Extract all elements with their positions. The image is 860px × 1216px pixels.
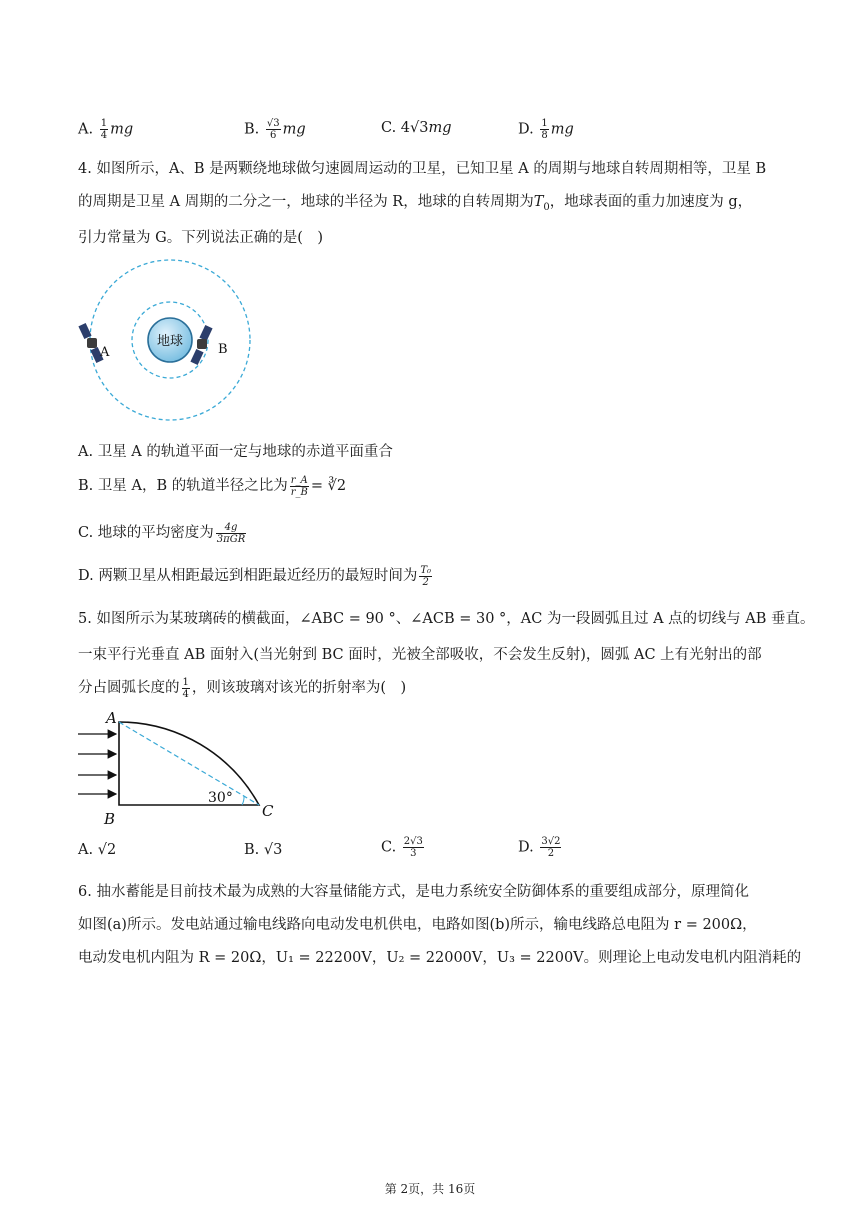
q3-option-c: C. 4√3mg: [381, 120, 452, 136]
q5-option-d: D. $\frac{3√2}{2}$: [518, 836, 561, 859]
earth-label: 地球: [156, 334, 184, 349]
point-c-label: C: [262, 802, 274, 820]
angle-label: 30°: [208, 790, 233, 806]
q6-stem-line1: 6. 抽水蓄能是目前技术最为成熟的大容量储能方式，是电力系统安全防御体系的重要组成部分，原理简化: [78, 884, 749, 900]
chord-ac: [119, 722, 259, 805]
incident-rays: [78, 734, 116, 794]
q3-option-a: A. $\frac{1}{4}$ mg: [78, 118, 134, 141]
glass-figure: [74, 708, 284, 826]
orbit-figure: [78, 256, 258, 426]
q5-stem-line2: 一束平行光垂直 AB 面射入(当光射到 BC 面时，光被全部吸收，不会发生反射)，圆弧 AC 上有光射出的部: [78, 647, 762, 663]
q5-option-b: B. √3: [244, 842, 283, 858]
q5-stem-line1: 5. 如图所示为某玻璃砖的横截面，∠ABC = 90 °、∠ACB = 30 °，AC 为一段圆弧且过 A 点的切线与 AB 垂直。: [78, 611, 815, 627]
q4-stem-line1: 4. 如图所示，A、B 是两颗绕地球做匀速圆周运动的卫星，已知卫星 A 的周期与地球自转周期相等，卫星 B: [78, 161, 767, 177]
q5-option-a: A. √2: [78, 842, 117, 858]
q4-option-a: A. 卫星 A 的轨道平面一定与地球的赤道平面重合: [78, 444, 393, 460]
q5-option-c: C. $\frac{2√3}{3}$: [381, 836, 423, 859]
satellite-a-label: A: [100, 345, 110, 360]
q3-option-b: B. $\frac{√3}{6}$ mg: [244, 118, 306, 141]
point-a-label: A: [106, 709, 117, 727]
q4-option-c: C. 地球的平均密度为 $\frac{4g}{\text{3πGR}}$: [78, 521, 246, 545]
q4-option-d: D. 两颗卫星从相距最远到相距最近经历的最短时间为 $\frac{\text{T₀}}{2}$: [78, 564, 432, 588]
q4-option-b: B. 卫星 A，B 的轨道半径之比为 $\frac{r\_A}{r\_B}$ = ∛2: [78, 474, 347, 498]
q5-stem-line3: 分占圆弧长度的 $\frac{1}{4}$ ，则该玻璃对该光的折射率为( ): [78, 676, 407, 700]
q4-stem-line2: 的周期是卫星 A 周期的二分之一，地球的半径为 R，地球的自转周期为$T_0$，地球表面的重力加速度为 g，: [78, 194, 753, 213]
q6-stem-line2: 如图(a)所示。发电站通过输电线路向电动发电机供电，电路如图(b)所示，输电线路总电阻为 r = 200Ω，: [78, 917, 757, 933]
q4-stem-line3: 引力常量为 G。下列说法正确的是( ): [78, 230, 324, 246]
angle-arc: [242, 796, 244, 805]
q6-stem-line3: 电动发电机内阻为 R = 20Ω，U₁ = 22200V，U₂ = 22000V，U₃ = 2200V。则理论上电动发电机内阻消耗的: [78, 950, 802, 966]
satellite-b-label: B: [218, 342, 228, 357]
page-footer: 第 2页，共 16页: [384, 1182, 476, 1196]
q3-option-d: D. $\frac{1}{8}$ mg: [518, 118, 574, 141]
point-b-label: B: [104, 810, 116, 826]
satellite-b-icon: [190, 325, 212, 365]
